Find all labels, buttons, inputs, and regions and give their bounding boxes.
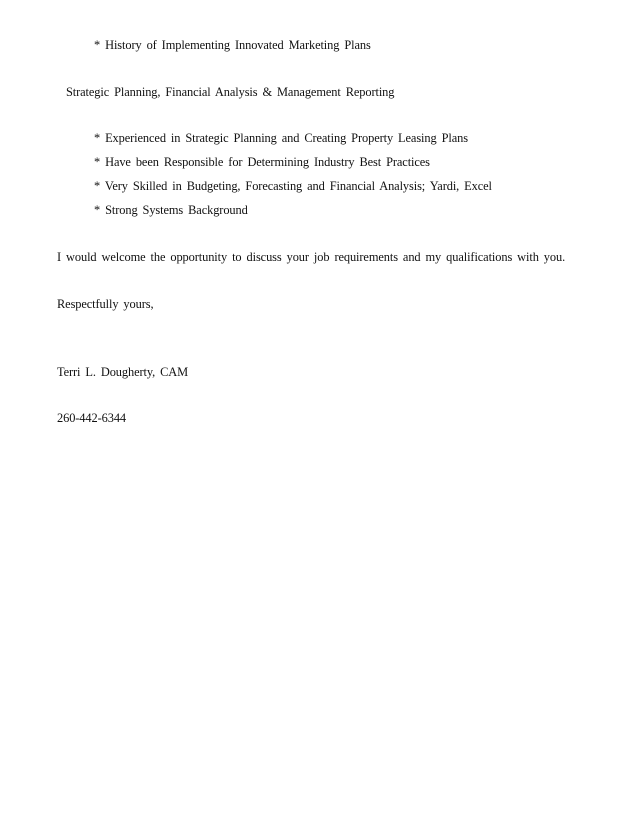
bullet-best-practices: * Have been Responsible for Determining Industry Best Practices bbox=[94, 155, 430, 169]
signature-name: Terri L. Dougherty, CAM bbox=[57, 365, 189, 379]
closing-paragraph: I would welcome the opportunity to discuss your job requirements and my qualifications with you. bbox=[57, 250, 566, 264]
bullet-marketing-plans: * History of Implementing Innovated Marketing Plans bbox=[94, 38, 371, 52]
bullet-budgeting-forecasting: * Very Skilled in Budgeting, Forecasting and Financial Analysis; Yardi, Excel bbox=[94, 179, 492, 193]
salutation: Respectfully yours, bbox=[57, 297, 154, 311]
section-heading: Strategic Planning, Financial Analysis & Management Reporting bbox=[66, 85, 395, 99]
bullet-strategic-planning: * Experienced in Strategic Planning and Creating Property Leasing Plans bbox=[94, 131, 468, 145]
phone-number: 260-442-6344 bbox=[57, 411, 127, 425]
bullet-systems-background: * Strong Systems Background bbox=[94, 203, 248, 217]
